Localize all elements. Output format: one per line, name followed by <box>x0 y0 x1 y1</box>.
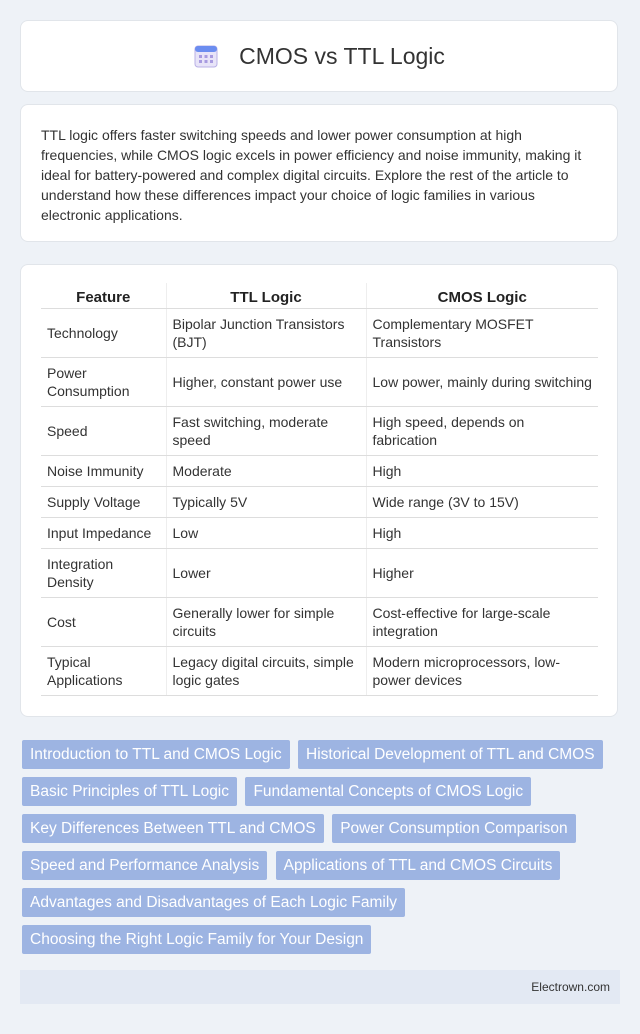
topic-links <box>22 740 622 962</box>
cell-cmos: Wide range (3V to 15V) <box>366 487 598 518</box>
cell-feature: Input Impedance <box>41 518 166 549</box>
cell-cmos: High speed, depends on fabrication <box>366 407 598 456</box>
topic-link[interactable]: Key Differences Between TTL and CMOS <box>22 814 324 843</box>
topic-link[interactable]: Applications of TTL and CMOS Circuits <box>276 851 561 880</box>
topic-link[interactable]: Advantages and Disadvantages of Each Logic Family <box>22 888 405 917</box>
intro-text: TTL logic offers faster switching speeds and lower power consumption at high frequencies, while CMOS logic excels in power efficiency and noise immunity, making it ideal for battery-powered and complex digital circuits. Explore the rest of the article to understand how these differences impact your choice of logic families in various electronic applications. <box>41 127 582 223</box>
cell-cmos: Complementary MOSFET Transistors <box>366 309 598 358</box>
table-row <box>41 309 598 358</box>
table-row <box>41 487 598 518</box>
table-header-row <box>41 283 598 309</box>
title-card <box>20 20 618 92</box>
cell-feature: Supply Voltage <box>41 487 166 518</box>
cell-ttl: Lower <box>166 549 366 598</box>
table-row <box>41 549 598 598</box>
table-row <box>41 456 598 487</box>
topic-link[interactable]: Basic Principles of TTL Logic <box>22 777 237 806</box>
comparison-card <box>20 264 618 717</box>
table-row <box>41 518 598 549</box>
cell-cmos: High <box>366 518 598 549</box>
cell-cmos: Cost-effective for large-scale integration <box>366 598 598 647</box>
cell-cmos: Higher <box>366 549 598 598</box>
cell-cmos: Low power, mainly during switching <box>366 358 598 407</box>
header-feature: Feature <box>41 283 166 309</box>
cell-feature: Power Consumption <box>41 358 166 407</box>
cell-ttl: Moderate <box>166 456 366 487</box>
cell-ttl: Low <box>166 518 366 549</box>
cell-ttl: Typically 5V <box>166 487 366 518</box>
comparison-table <box>41 283 598 696</box>
cell-ttl: Legacy digital circuits, simple logic gates <box>166 647 366 696</box>
table-row <box>41 647 598 696</box>
table-row <box>41 358 598 407</box>
cell-feature: Speed <box>41 407 166 456</box>
calendar-icon <box>193 43 219 69</box>
cell-ttl: Generally lower for simple circuits <box>166 598 366 647</box>
cell-ttl: Fast switching, moderate speed <box>166 407 366 456</box>
cell-ttl: Higher, constant power use <box>166 358 366 407</box>
cell-feature: Noise Immunity <box>41 456 166 487</box>
topic-link[interactable]: Historical Development of TTL and CMOS <box>298 740 603 769</box>
cell-feature: Integration Density <box>41 549 166 598</box>
cell-feature: Cost <box>41 598 166 647</box>
header-cmos: CMOS Logic <box>366 283 598 309</box>
header-ttl: TTL Logic <box>166 283 366 309</box>
intro-card <box>20 104 618 242</box>
table-row <box>41 407 598 456</box>
cell-ttl: Bipolar Junction Transistors (BJT) <box>166 309 366 358</box>
topic-link[interactable]: Choosing the Right Logic Family for Your Design <box>22 925 371 954</box>
topic-link[interactable]: Speed and Performance Analysis <box>22 851 267 880</box>
page-title: CMOS vs TTL Logic <box>239 42 445 69</box>
topic-link[interactable]: Introduction to TTL and CMOS Logic <box>22 740 290 769</box>
footer-site[interactable]: Electrown.com <box>531 980 610 994</box>
cell-cmos: High <box>366 456 598 487</box>
topic-link[interactable]: Fundamental Concepts of CMOS Logic <box>245 777 531 806</box>
cell-feature: Typical Applications <box>41 647 166 696</box>
cell-cmos: Modern microprocessors, low-power devices <box>366 647 598 696</box>
topic-link[interactable]: Power Consumption Comparison <box>332 814 575 843</box>
footer <box>20 970 620 1004</box>
table-row <box>41 598 598 647</box>
cell-feature: Technology <box>41 309 166 358</box>
